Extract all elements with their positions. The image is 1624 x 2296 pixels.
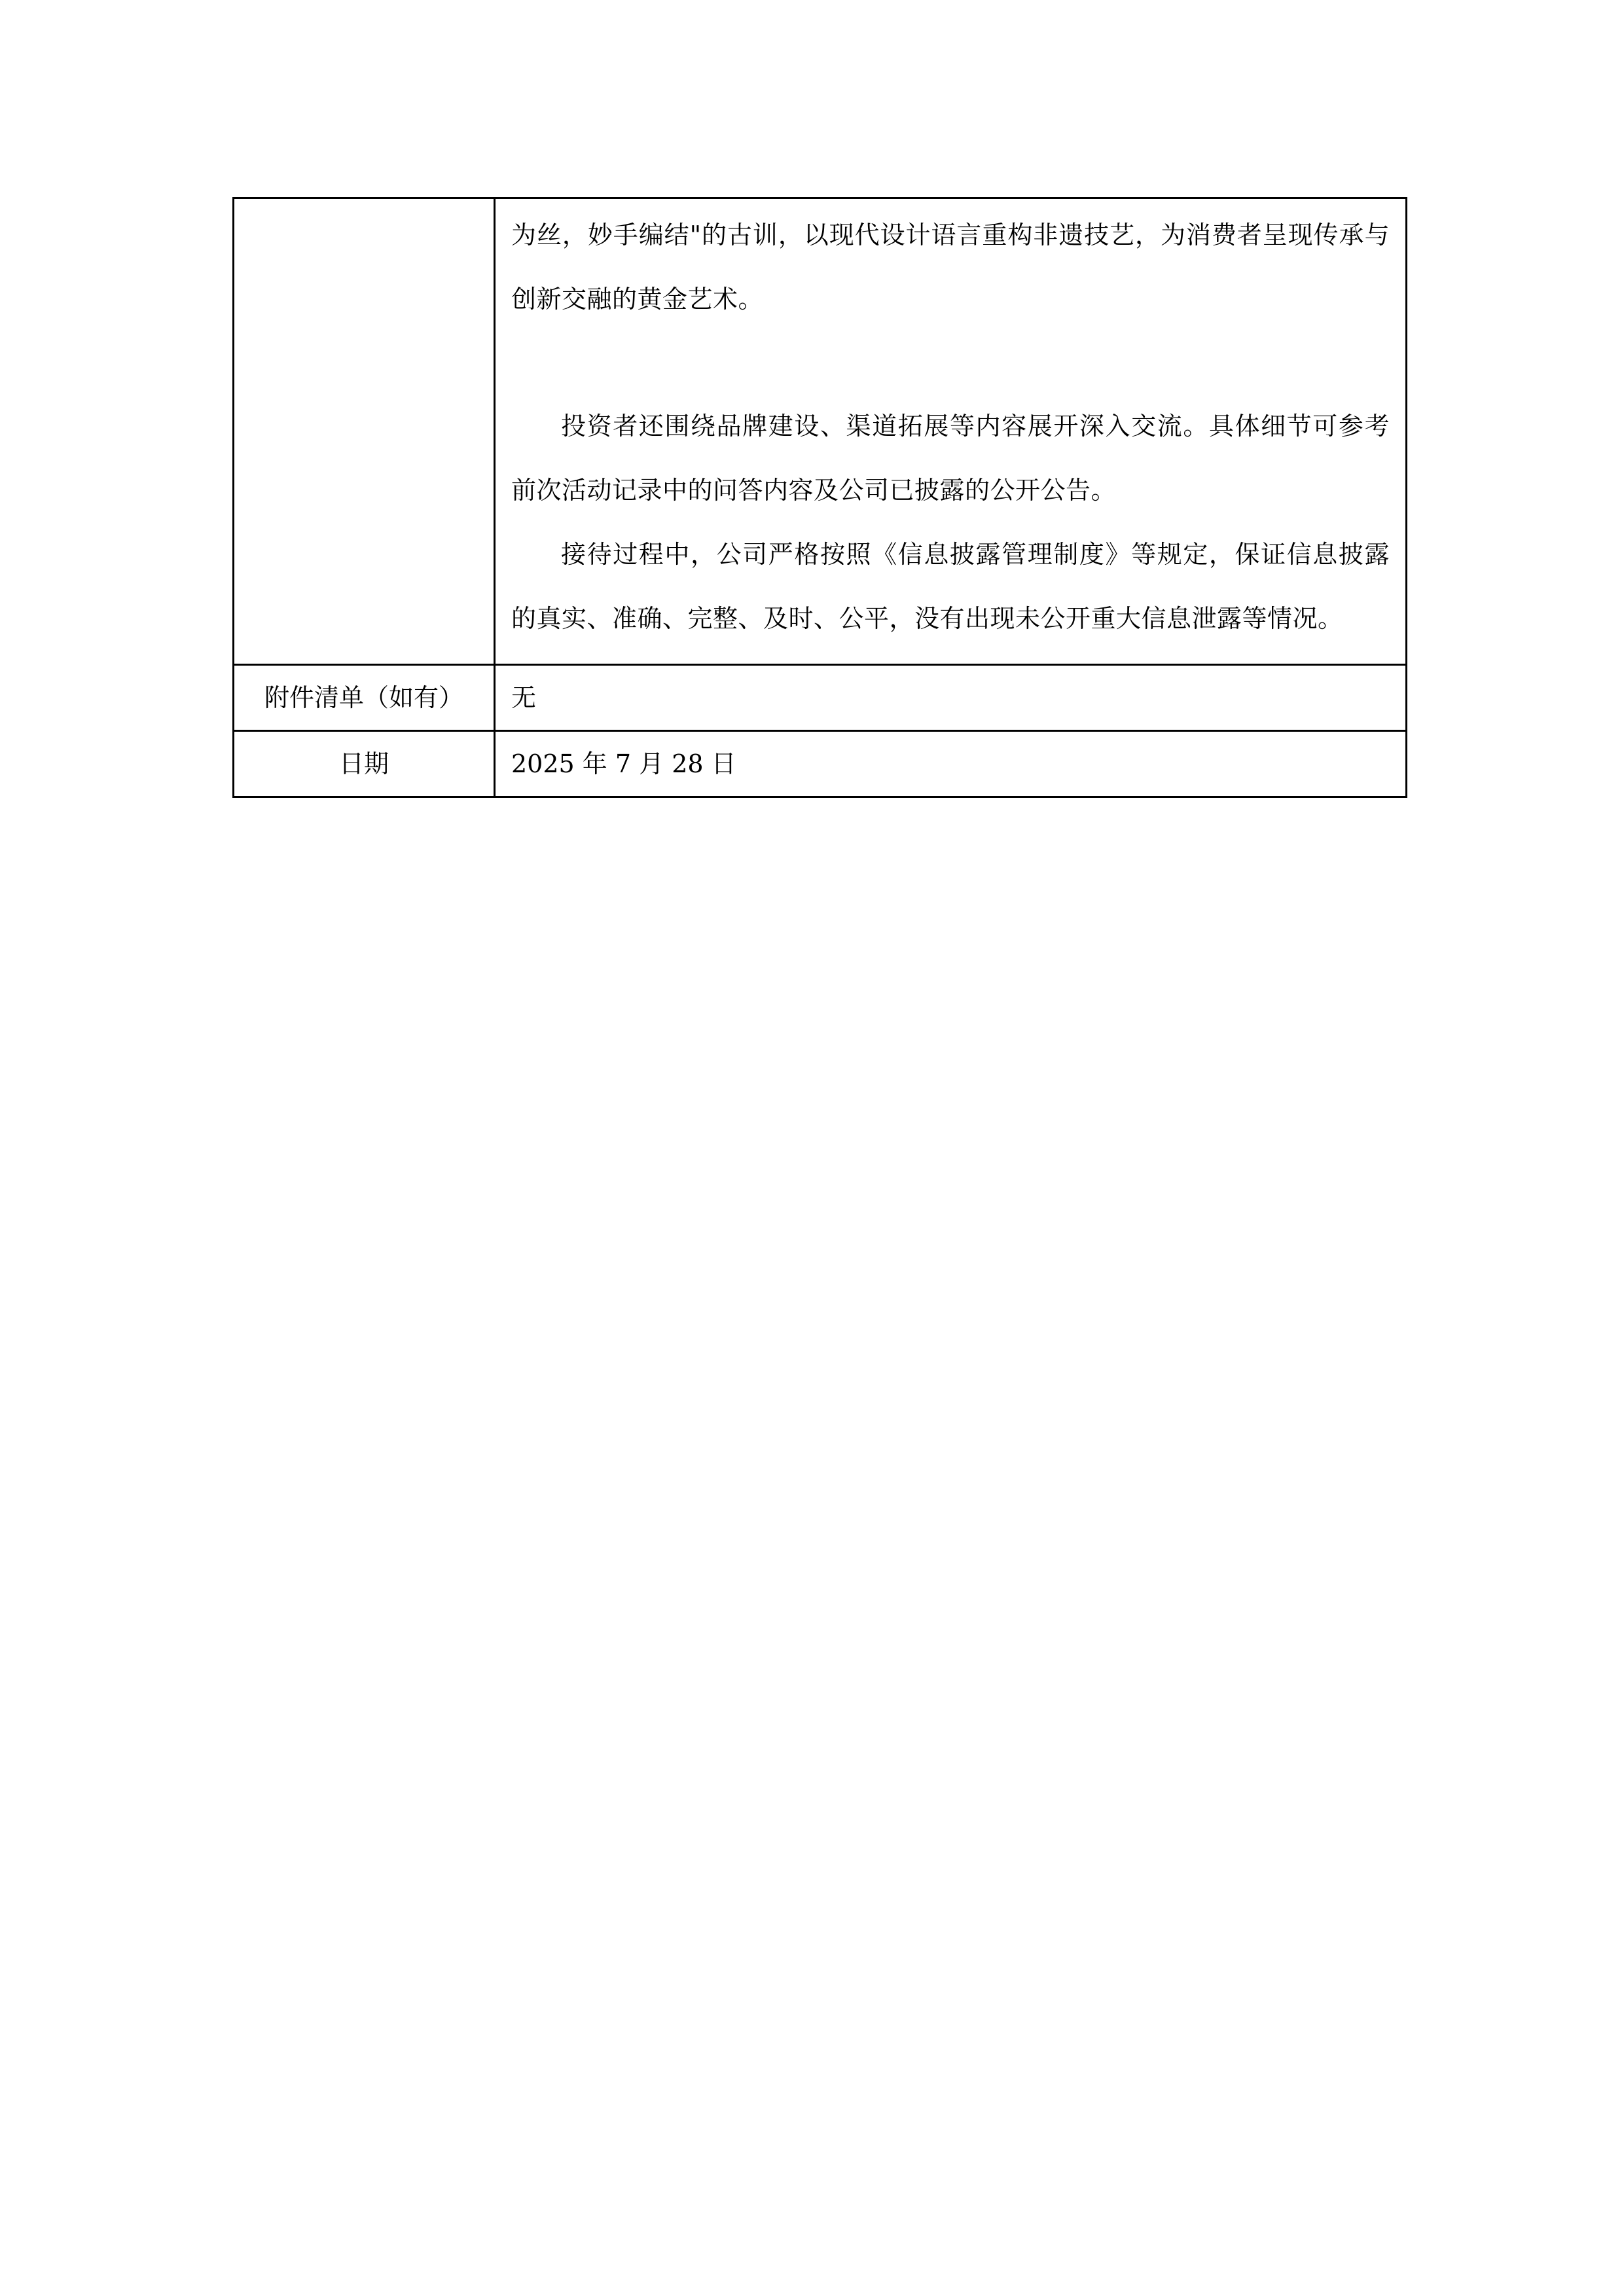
record-table: [232, 197, 1407, 798]
attachments-value: 无: [511, 683, 537, 712]
attachments-row: [234, 665, 1407, 731]
attachments-label: 附件清单（如有）: [264, 683, 463, 712]
date-row: [234, 731, 1407, 797]
content-body: [496, 199, 1405, 664]
date-label: 日期: [338, 749, 389, 778]
attachments-label-cell: [234, 665, 495, 731]
date-label-cell: [234, 731, 495, 797]
date-value: 2025 年 7 月 28 日: [511, 749, 736, 778]
paragraph-investor-exchange: 投资者还围绕品牌建设、渠道拓展等内容展开深入交流。具体细节可参考前次活动记录中的问答内容及公司已披露的公开公告。: [511, 412, 1390, 505]
paragraph-continuation: 为丝，妙手编结"的古训，以现代设计语言重构非遗技艺，为消费者呈现传承与创新交融的黄金艺术。: [511, 221, 1390, 314]
content-value-cell: [495, 198, 1407, 665]
content-label-cell: [234, 198, 495, 665]
date-value-cell: [495, 731, 1407, 797]
content-row: [234, 198, 1407, 665]
attachments-value-cell: [495, 665, 1407, 731]
paragraph-spacer: [511, 331, 1390, 394]
paragraph-disclosure-compliance: 接待过程中，公司严格按照《信息披露管理制度》等规定，保证信息披露的真实、准确、完整、及时、公平，没有出现未公开重大信息泄露等情况。: [511, 540, 1390, 633]
